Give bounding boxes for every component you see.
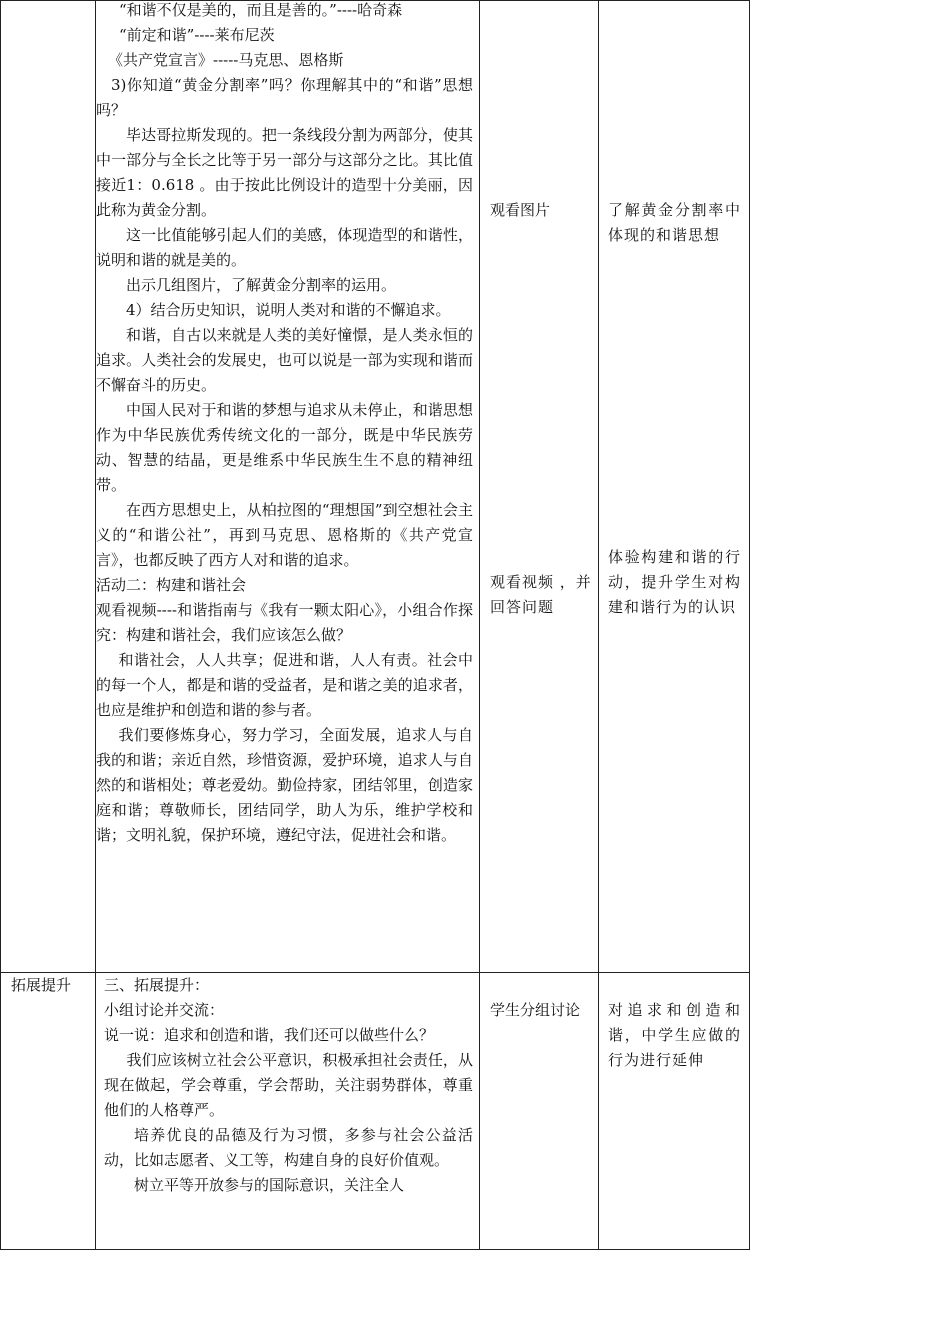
stage-label: 拓展提升 [11, 976, 72, 994]
activity-group-discussion: 学生分组讨论 [490, 1001, 581, 1019]
question-golden-ratio: 3)你知道“黄金分割率”吗？你理解其中的“和谐”思想吗？ [96, 76, 473, 119]
intent-cell [599, 973, 750, 1250]
paragraph-pythagoras: 毕达哥拉斯发现的。把一条线段分割为两部分，使其中一部分与全长之比等于另一部分与这部分之比。其比值接近1：0.618 。由于按此比例设计的造型十分美丽，因此称为黄金分割。 [96, 126, 473, 219]
question-what-else: 说一说：追求和创造和谐，我们还可以做些什么？ [104, 1026, 435, 1044]
table-row [1, 1, 750, 973]
intent-golden-ratio: 了解黄金分割率中体现的和谐思想 [608, 201, 741, 244]
intent-cell [599, 1, 750, 973]
paragraph-pursuit: 和谐，自古以来就是人类的美好憧憬，是人类永恒的追求。人类社会的发展史，也可以说是一部为实现和谐而不懈奋斗的历史。 [96, 326, 473, 394]
paragraph-harmonious-society: 和谐社会，人人共享；促进和谐，人人有责。社会中的每一个人，都是和谐的受益者，是和谐之美的追求者，也应是维护和创造和谐的参与者。 [96, 651, 473, 719]
content-cell [96, 973, 480, 1250]
paragraph-good-habits: 培养优良的品德及行为习惯，多参与社会公益活动，比如志愿者、义工等，构建自身的良好价值观。 [104, 1126, 473, 1169]
table-row [1, 973, 750, 1250]
quote-hutcheson: “和谐不仅是美的，而且是善的。”----哈奇森 [119, 1, 403, 19]
activity-view-pictures: 观看图片 [490, 201, 551, 219]
stage-cell [1, 973, 96, 1250]
paragraph-international: 树立平等开放参与的国际意识，关注全人 [134, 1176, 405, 1194]
activity-two-heading: 活动二：构建和谐社会 [96, 576, 247, 594]
intent-build-harmony: 体验构建和谐的行动，提升学生对构建和谐行为的认识 [608, 548, 741, 616]
intent-extension: 对追求和创造和谐，中学生应做的行为进行延伸 [608, 1001, 741, 1069]
activity-watch-video: 观看视频 ，并回答问题 [490, 573, 592, 616]
activity-cell [480, 1, 599, 973]
paragraph-china: 中国人民对于和谐的梦想与追求从未停止，和谐思想作为中华民族优秀传统文化的一部分，既是中华民族劳动、智慧的结晶，更是维系中华民族生生不息的精神纽带。 [96, 401, 473, 494]
paragraph-show-pictures: 出示几组图片，了解黄金分割率的运用。 [126, 276, 397, 294]
quote-manifesto: 《共产党宣言》-----马克思、恩格斯 [108, 51, 344, 69]
stage-cell-empty [1, 1, 96, 973]
quote-leibniz: “前定和谐”----莱布尼茨 [119, 26, 275, 44]
paragraph-what-to-do: 我们要修炼身心，努力学习，全面发展，追求人与自我的和谐；亲近自然，珍惜资源，爱护环境，追求人与自然的和谐相处；尊老爱幼。勤俭持家，团结邻里，创造家庭和谐；尊敬师长，团结同学，助人为乐，维护学校和谐；文明礼貌，保护环境，遵纪守法，促进社会和谐。 [96, 726, 473, 844]
paragraph-west: 在西方思想史上，从柏拉图的“理想国”到空想社会主义的“和谐公社”，再到马克思、恩格斯的《共产党宣言》，也都反映了西方人对和谐的追求。 [96, 501, 473, 569]
content-cell [96, 1, 480, 973]
paragraph-aesthetics: 这一比值能够引起人们的美感，体现造型的和谐性，说明和谐的就是美的。 [96, 226, 473, 269]
activity-cell [480, 973, 599, 1250]
section-heading: 三、拓展提升： [104, 976, 210, 994]
paragraph-social-fairness: 我们应该树立社会公平意识，积极承担社会责任，从现在做起，学会尊重，学会帮助，关注弱势群体，尊重他们的人格尊严。 [104, 1051, 473, 1119]
question-history: 4）结合历史知识，说明人类对和谐的不懈追求。 [126, 301, 451, 319]
group-discussion: 小组讨论并交流： [104, 1001, 225, 1019]
paragraph-video: 观看视频----和谐指南与《我有一颗太阳心》，小组合作探究：构建和谐社会，我们应该怎么做？ [96, 601, 473, 644]
